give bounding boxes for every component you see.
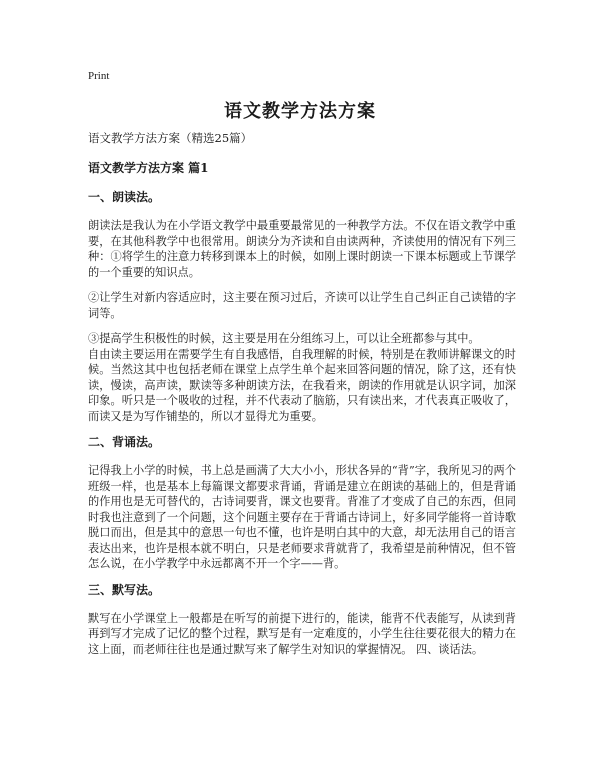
paragraph: 记得我上小学的时候，书上总是画满了大大小小，形状各异的“背”字，我所见习的两个班级一样，也是基本上每篇课文都要求背诵，背诵是建立在朗读的基础上的，但是背诵的作用也是无可替代的，古诗词要背，课文也要背。背准了才变成了自己的东西，但同时我也注意到了一个问题，这个问题主要存在于背诵古诗词上，好多同学能将一首诗歌脱口而出，但是其中的意思一句也不懂，也许是明白其中的大意，却无法用自己的语言表达出来，也许是根本就不明白，只是老师要求背就背了，我希望是前种情况，但不管怎么说，在小学教学中永远都离不开一个字——背。 bbox=[88, 464, 516, 570]
paragraph: ②让学生对新内容适应时，这主要在预习过后，齐读可以让学生自己纠正自己读错的字词等。 bbox=[88, 291, 516, 320]
document-subtitle: 语文教学方法方案（精选25篇） bbox=[88, 131, 253, 145]
paragraph: ③提高学生积极性的时候，这主要是用在分组练习上，可以让全班都参与其中。 bbox=[88, 332, 480, 345]
section-heading-2: 二、背诵法。 bbox=[88, 435, 161, 449]
section-heading-3: 三、默写法。 bbox=[88, 582, 161, 597]
paragraph: 朗读法是我认为在小学语文教学中最重要最常见的一种教学方法。不仅在语文教学中重要，在其他科教学中也很常用。朗读分为齐读和自由读两种，齐读使用的情况有下列三种：①将学生的注意力转移到课本上的时候，如刚上课时朗读一下课本标题或上节课学的一个重要的知识点。 bbox=[88, 219, 516, 279]
paragraph: 默写在小学课堂上一般都是在听写的前提下进行的，能读，能背不代表能写，从读到背再到写才完成了记忆的整个过程，默写是有一定难度的，小学生往往要花很大的精力在这上面，而老师往往也是通过默写来了解学生对知识的掌握情况。 四、谈话法。 bbox=[88, 611, 516, 656]
paragraph: 自由读主要运用在需要学生有自我感悟，自我理解的时候，特别是在教师讲解课文的时候。当然这其中也包括老师在课堂上点学生单个起来回答问题的情况，除了这，还有快读，慢读，高声读，默读等多种朗读方法，在我看来，朗读的作用就是认识字词，加深印象。听只是一个吸收的过程，并不代表动了脑筋，只有读出来，才代表真正吸收了，而读又是为写作铺垫的，所以才显得尤为重要。 bbox=[88, 347, 516, 423]
section-heading-1: 一、朗读法。 bbox=[88, 190, 161, 204]
document-body bbox=[88, 130, 516, 667]
article-heading: 语文教学方法方案 篇1 bbox=[88, 161, 209, 175]
print-link[interactable]: Print bbox=[88, 70, 110, 82]
page-title: 语文教学方法方案 bbox=[224, 101, 376, 122]
